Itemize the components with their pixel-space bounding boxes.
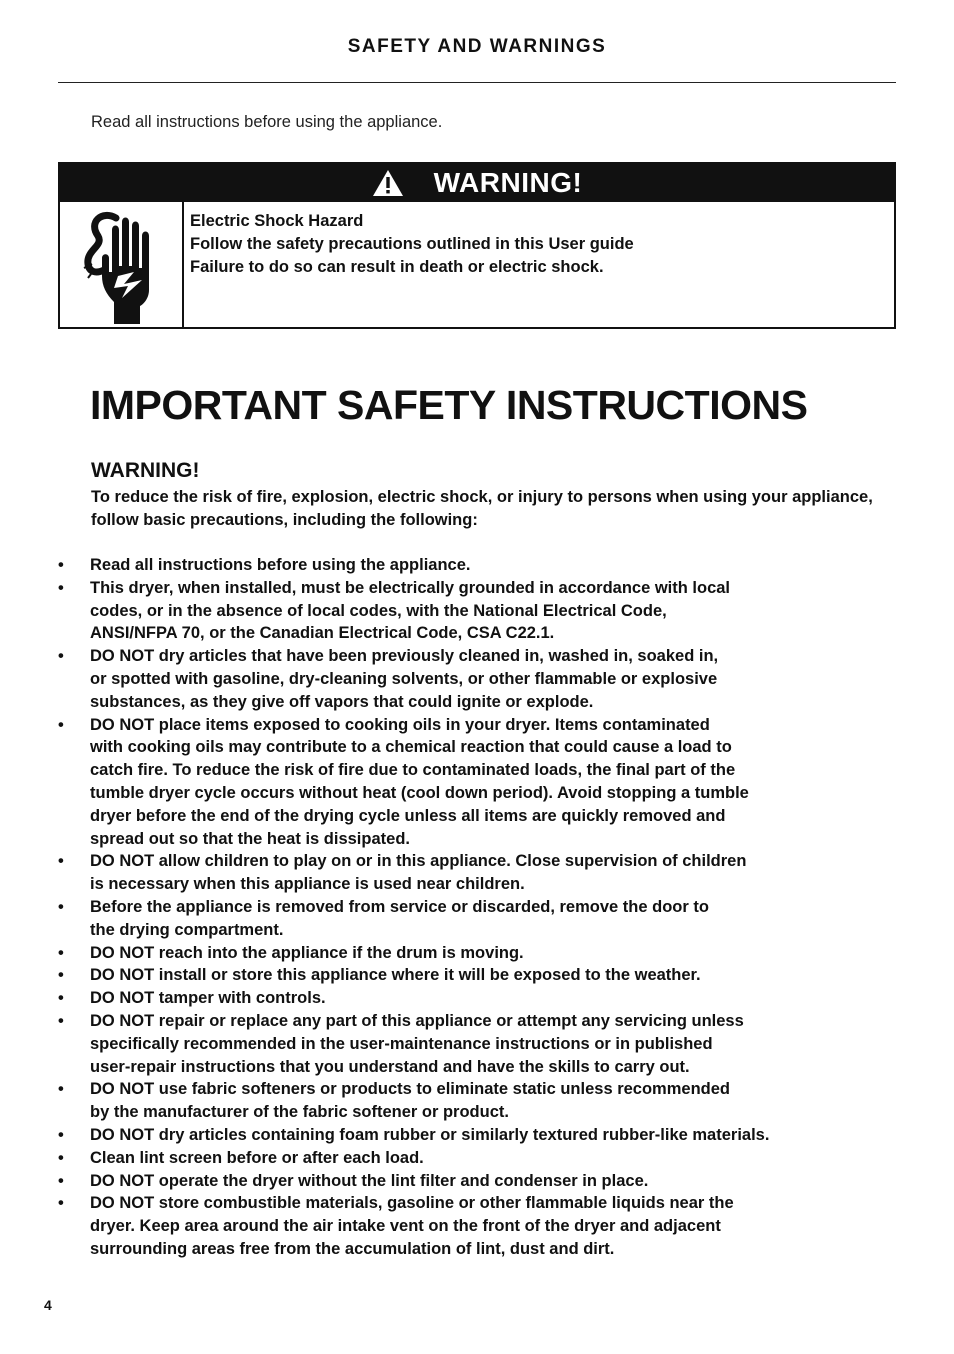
list-item <box>58 1192 908 1260</box>
list-item-text: Clean lint screen before or after each load. <box>90 1148 424 1167</box>
list-item-text: DO NOT dry articles containing foam rubber or similarly textured rubber-like materials. <box>90 1125 770 1144</box>
list-item-text: DO NOT store combustible materials, gasoline or other flammable liquids near the dryer. Keep area around the air intake vent on the front of the dryer and adjacent surrounding areas free from the accumulation of lint, dust and dirt. <box>90 1194 734 1258</box>
list-item-text: DO NOT use fabric softeners or products to eliminate static unless recommended by the manufacturer of the fabric softener or product. <box>90 1080 730 1122</box>
list-item <box>58 987 908 1010</box>
bullet-icon: • <box>58 647 64 666</box>
list-item-text: DO NOT reach into the appliance if the drum is moving. <box>90 943 524 962</box>
list-item <box>58 1147 908 1170</box>
list-item <box>58 896 908 942</box>
list-item-text: DO NOT place items exposed to cooking oils in your dryer. Items contaminated with cooking oils may contribute to a chemical reaction that could cause a load to catch fire. To reduce the risk of fire due to contaminated loads, the final part of the tumble dryer cycle occurs without heat (cool down period). Avoid stopping a tumble dryer before the end of the drying cycle unless all items are quickly removed and spread out so that the heat is dissipated. <box>90 715 749 848</box>
hazard-line-3: Failure to do so can result in death or electric shock. <box>190 258 604 276</box>
page-header-title: SAFETY AND WARNINGS <box>347 36 607 57</box>
list-item <box>58 645 908 713</box>
bullet-icon: • <box>58 1080 64 1099</box>
safety-rules-list <box>58 554 908 1261</box>
list-item <box>58 850 908 896</box>
list-item-text: This dryer, when installed, must be electrically grounded in accordance with local codes, or in the absence of local codes, with the National Electrical Code, ANSI/NFPA 70, or the Canadian Electrical Code, CSA C22.1. <box>90 578 731 643</box>
bullet-icon: • <box>58 852 64 871</box>
warning-intro: To reduce the risk of fire, explosion, electric shock, or injury to persons when using your appliance, follow basic precautions, including the following: <box>91 488 873 529</box>
list-item-text: DO NOT install or store this appliance where it will be exposed to the weather. <box>90 966 701 985</box>
warning-box-text <box>190 210 634 279</box>
hazard-title: Electric Shock Hazard <box>190 212 364 230</box>
list-item <box>58 1124 908 1147</box>
list-item-text: Read all instructions before using the appliance. <box>90 556 471 574</box>
bullet-icon: • <box>58 966 64 985</box>
list-item <box>58 1170 908 1193</box>
hazard-line-2: Follow the safety precautions outlined in this User guide <box>190 235 634 253</box>
shock-icon-cell <box>60 202 184 327</box>
intro-text: Read all instructions before using the appliance. <box>91 113 443 131</box>
bullet-icon: • <box>58 578 64 597</box>
list-item <box>58 554 908 577</box>
electric-shock-hand-icon <box>82 206 168 324</box>
list-item <box>58 714 908 851</box>
bullet-icon: • <box>58 897 64 916</box>
warning-banner <box>60 164 894 202</box>
warning-banner-label: WARNING! <box>433 167 583 198</box>
list-item <box>58 1010 908 1078</box>
list-item-text: Before the appliance is removed from service or discarded, remove the door to the drying compartment. <box>90 897 709 939</box>
list-item-text: DO NOT repair or replace any part of this appliance or attempt any servicing unless specifically recommended in the user-maintenance instructions or in published user-repair instructions that you understand and have the skills to carry out. <box>90 1011 744 1076</box>
list-item <box>58 942 908 965</box>
list-item-text: DO NOT allow children to play on or in this appliance. Close supervision of children is necessary when this appliance is used near children. <box>90 852 747 894</box>
page-number: 4 <box>44 1297 52 1313</box>
bullet-icon: • <box>58 1148 64 1167</box>
bullet-icon: • <box>58 1125 64 1144</box>
list-item-text: DO NOT operate the dryer without the lint filter and condenser in place. <box>90 1171 649 1190</box>
bullet-icon: • <box>58 989 64 1008</box>
warning-box <box>58 162 896 329</box>
list-item-text: DO NOT tamper with controls. <box>90 989 326 1008</box>
main-title: IMPORTANT SAFETY INSTRUCTIONS <box>90 382 808 428</box>
list-item-text: DO NOT dry articles that have been previously cleaned in, washed in, soaked in, or spotted with gasoline, dry-cleaning solvents, or other flammable or explosive substances, as they give off vapors that could ignite or explode. <box>90 647 719 711</box>
bullet-icon: • <box>58 1171 64 1190</box>
bullet-icon: • <box>58 943 64 962</box>
bullet-icon: • <box>58 1011 64 1030</box>
warning-triangle-icon <box>372 169 404 197</box>
warning-heading: WARNING! <box>91 459 200 482</box>
bullet-icon: • <box>58 715 64 734</box>
bullet-icon: • <box>58 556 64 574</box>
list-item <box>58 577 908 645</box>
header-divider <box>58 82 896 83</box>
list-item <box>58 1078 908 1124</box>
bullet-icon: • <box>58 1194 64 1213</box>
list-item <box>58 964 908 987</box>
